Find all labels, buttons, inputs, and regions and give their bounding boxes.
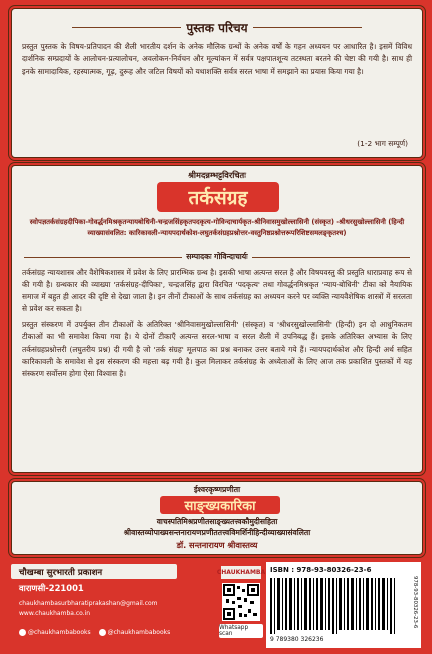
barcode-icon (270, 578, 398, 634)
instagram-link: @chaukhambabooks (19, 629, 91, 636)
qr-code (222, 583, 260, 621)
sankhya-karika-box (11, 481, 423, 555)
publisher-email: chaukhambasurbharatiprakashan@gmail.com (19, 600, 158, 607)
intro-body: प्रस्तुत पुस्तक के विषय-प्रतिपादन की शैली भारतीय दर्शन के अनेक मौलिक ग्रन्थों के अनेक वर्षों के गहन अध्ययन पर आधारित है। इसमें विविध दार्शनिक सम्प्रदायों के आलोचन-प्रत्यालोचन, अवलोकन-निर्वचन और मूल्यांकन में सर्वत्र पक्षपातशून्य तटस्थता बरतने की चेष्टा की गयी है। साथ ही इनके सामादायिक, रहस्यात्मक, गूढ़, दुरूह और जटिल विषयों को यथाशक्ति सर्वत्र सरल भाषा में समझाने का प्रयास किया गया है। (22, 42, 412, 76)
facebook-link: @chaukhambabooks (99, 629, 171, 636)
description (22, 267, 412, 384)
publisher-info (11, 562, 216, 648)
tarka-sangraha-box (11, 165, 423, 473)
author-line-2: ईश्वरकृष्णप्रणीता (193, 485, 241, 494)
author-line: श्रीमदन्नम्भट्टविरचितः (188, 170, 246, 180)
facebook-icon (99, 629, 106, 636)
publisher-website: www.chaukhamba.co.in (19, 610, 91, 617)
editor-line: सम्पादकः गोविन्दाचार्यः (12, 252, 422, 262)
whatsapp-scan-label: Whatsapp scan (219, 624, 263, 638)
description-para-2: प्रस्तुत संस्करण में उपर्युक्त तीन टीकाओं के अतिरिक्त 'श्रीनिवासमुखोल्लासिनी' (संस्कृत) व 'श्रीधरसुखोल्लासिनी' (हिन्दी) इन दो आधुनिकतम टीकाओं का भी समावेश किया गया है। ये दोनों टीकाएँ अत्यन्त सरल-भाषा व सरल शैली में उपनिबद्ध हैं। इसके अतिरिक्त अभ्यास के लिए तर्कसंग्रहप्रश्नोत्तरी (लघुतरीय प्रश्न) दी गयी है जो 'तर्क संग्रह' मूलपाठ का प्रश्न बनाकर उत्तर बताये गये हैं। न्यायपदार्थकोश और हिन्दी अर्थ सहित कारिकावली के समावेश से इस संस्करण की महत्ता बढ़ गयी है। कुल मिलाकर तर्कसंग्रह के अध्येताओं के लिए आज तक प्रकाशित पुस्तकों में यह संस्करण सर्वोत्तम होगा ऐसा विश्वास है। (22, 320, 412, 378)
isbn-number: ISBN : 978-93-80326-23-6 (270, 566, 372, 574)
brand-logo: CHAUKHAMBA (221, 566, 261, 579)
subtitle-line-2: श्रीवास्तव्योपाख्यसन्तनारायणप्रणीततत्त्वविमर्शिनीहिन्दीव्याख्यासंवलिता (123, 528, 311, 537)
translator-name: डॉ. सन्तनारायण श्रीवास्तव्य (176, 540, 258, 550)
intro-title: पुस्तक परिचय (12, 19, 422, 36)
publisher-name: चौखम्बा सुरभारती प्रकाशन (11, 564, 177, 579)
subtitle-line-1: वाचस्पतिमिश्रप्रणीतसाङ्ख्यतत्त्वकौमुदीसहिता (156, 517, 278, 526)
book-title-banner-2: साङ्ख्यकारिका (160, 496, 280, 514)
isbn-block (266, 562, 421, 648)
description-para-1: तर्कसंग्रह न्यायशास्त्र और वैशेषिकशास्त्र में प्रवेश के लिए प्रारम्भिक ग्रन्थ है। इसकी भाषा अत्यन्त सरल है और विषयवस्तु की प्रस्तुति धाराप्रवाह रूप से की गयी है। ग्रन्थकार की व्याख्या 'तर्कसंग्रह-दीपिका', चन्द्रजसिंह द्वारा विरचित 'पदकृत्य' तथा गोवर्द्धनमिश्रकृत 'न्याय-बोधिनी' टीका को नैयायिक समाज में बहुत ही आदर की दृष्टि से देखा जाता है। इन तीनों टीकाओं के साथ तर्कसंग्रह का अध्ययन करने पर व्यक्ति न्यायवैशेषिक शास्त्रों में सरलता से प्रवेश कर सकता है। (22, 268, 412, 314)
isbn-vertical: 978-93-80326-23-6 (412, 576, 418, 629)
intro-box (11, 8, 423, 158)
social-links (19, 629, 170, 636)
instagram-icon (19, 629, 26, 636)
commentaries-line: स्वोपज्ञतर्कसंग्रहदीपिका-गोवर्द्धनमिश्रकृतन्यायबोधिनी-चन्द्रजसिंहकृतपदकृत्य-गोविन्दाचार्यकृत-श्रीनिवासमुखोल्लासिनी (संस्कृत) -श्रीधरसुखोल्लासिनी (हिन्दी व्याख्यासंवलित: कारिकावली-न्यायपदार्थकोश-लघुतर्कसंग्रहप्रश्नोत्तर-वस्तुनिष्ठप्रश्नोत्तरूपरिशिष्टसमलङ्कृतश्च) (29, 218, 405, 237)
publisher-city: वाराणसी-221001 (19, 583, 84, 593)
book-title-banner: तर्कसंग्रह (157, 182, 279, 212)
barcode-digits: 9 789380 326236 (270, 636, 324, 643)
volume-note: (1-2 भाग सम्पूर्ण) (357, 139, 408, 148)
